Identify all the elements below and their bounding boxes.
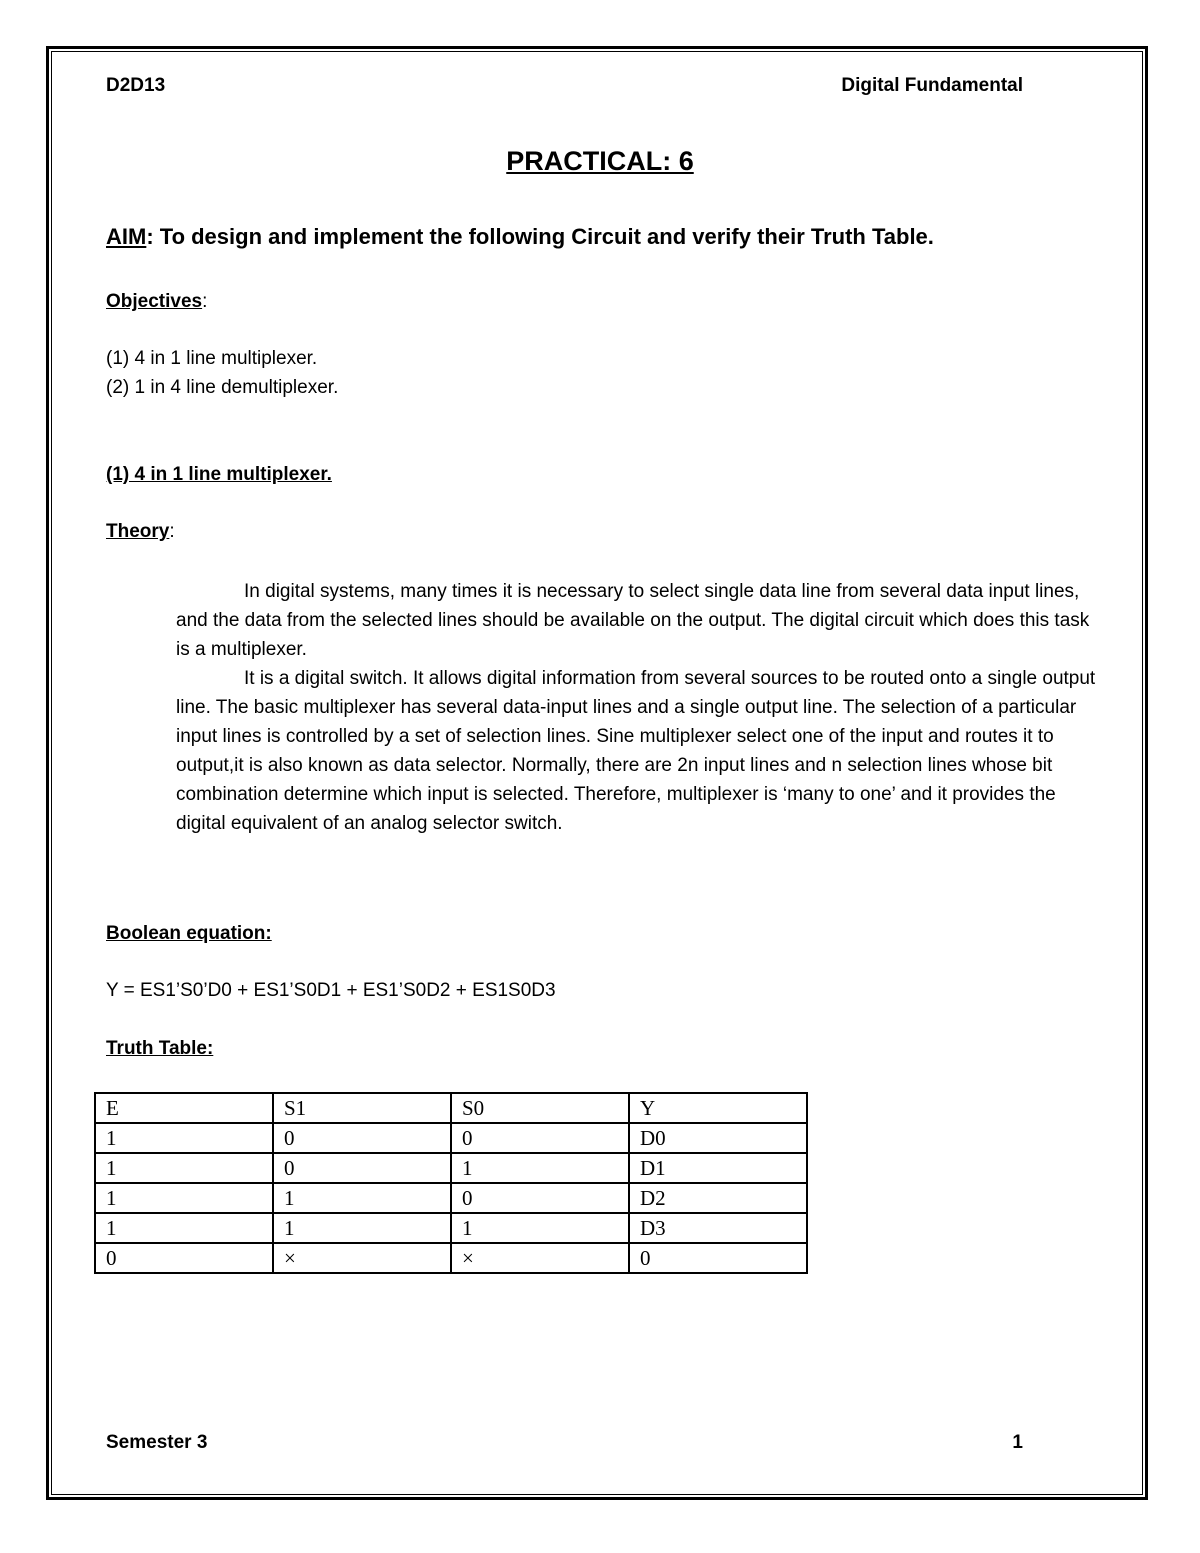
table-row [95,1153,807,1183]
table-cell: 1 [95,1213,273,1243]
theory-heading [106,521,175,543]
table-cell: D0 [629,1123,807,1153]
table-cell: 1 [273,1213,451,1243]
footer-semester: Semester 3 [106,1432,208,1453]
table-row [95,1243,807,1273]
truth-table-heading [106,1038,213,1060]
section-heading-text: (1) 4 in 1 line multiplexer. [106,464,332,485]
table-cell: 1 [95,1153,273,1183]
table-cell: 1 [273,1183,451,1213]
theory-paragraph: In digital systems, many times it is necessary to select single data line from several data input lines, and the data from the selected lines should be available on the output. The digital circuit which does this task is a multiplexer. [176,581,1090,660]
table-cell: D3 [629,1213,807,1243]
objectives-colon: : [202,291,208,312]
table-cell: 1 [95,1183,273,1213]
table-cell: 0 [629,1243,807,1273]
boolean-equation: Y = ES1’S0’D0 + ES1’S0D1 + ES1’S0D2 + ES1S0D3 [106,980,556,1001]
table-cell: 0 [273,1153,451,1183]
table-header-cell: S0 [451,1093,629,1123]
objectives-label: Objectives [106,291,203,312]
objective-item: (2) 1 in 4 line demultiplexer. [106,377,339,398]
table-header-row [95,1093,807,1123]
table-header-cell: S1 [273,1093,451,1123]
table-row [95,1213,807,1243]
section-heading [106,464,332,486]
table-cell: D2 [629,1183,807,1213]
aim-statement [106,224,934,250]
table-cell: 1 [95,1123,273,1153]
objective-item: (1) 4 in 1 line multiplexer. [106,348,318,369]
table-cell: × [451,1243,629,1273]
theory-body [176,577,1096,838]
aim-label: AIM [106,224,147,249]
table-cell: 1 [451,1153,629,1183]
table-header-cell: E [95,1093,273,1123]
page-number: 1 [1012,1432,1023,1453]
page-title: PRACTICAL: 6 [506,146,694,176]
theory-paragraph: It is a digital switch. It allows digital information from several sources to be routed onto a single output line. The basic multiplexer has several data-input lines and a single output line. The selection of a particular input lines is controlled by a set of selection lines. Sine multiplexer select one of the input and routes it to output,it is also known as data selector. Normally, there are 2n input lines and n selection lines whose bit combination determine which input is selected. Therefore, multiplexer is ‘many to one’ and it provides the digital equivalent of an analog selector switch. [176,668,1096,834]
table-cell: 0 [273,1123,451,1153]
aim-text: : To design and implement the following Circuit and verify their Truth Table. [146,224,934,249]
table-row [95,1183,807,1213]
truth-table-label: Truth Table: [106,1038,214,1059]
table-cell: D1 [629,1153,807,1183]
header-course-code: D2D13 [106,75,166,96]
boolean-heading [106,923,272,945]
theory-label: Theory [106,521,170,542]
table-cell: 0 [95,1243,273,1273]
theory-colon: : [169,521,175,542]
header-subject: Digital Fundamental [841,75,1023,96]
table-cell: 0 [451,1183,629,1213]
table-row [95,1123,807,1153]
table-cell: 0 [451,1123,629,1153]
objectives-heading [106,291,207,313]
truth-table [94,1092,808,1274]
table-cell: 1 [451,1213,629,1243]
table-cell: × [273,1243,451,1273]
table-header-cell: Y [629,1093,807,1123]
boolean-label: Boolean equation: [106,923,272,944]
